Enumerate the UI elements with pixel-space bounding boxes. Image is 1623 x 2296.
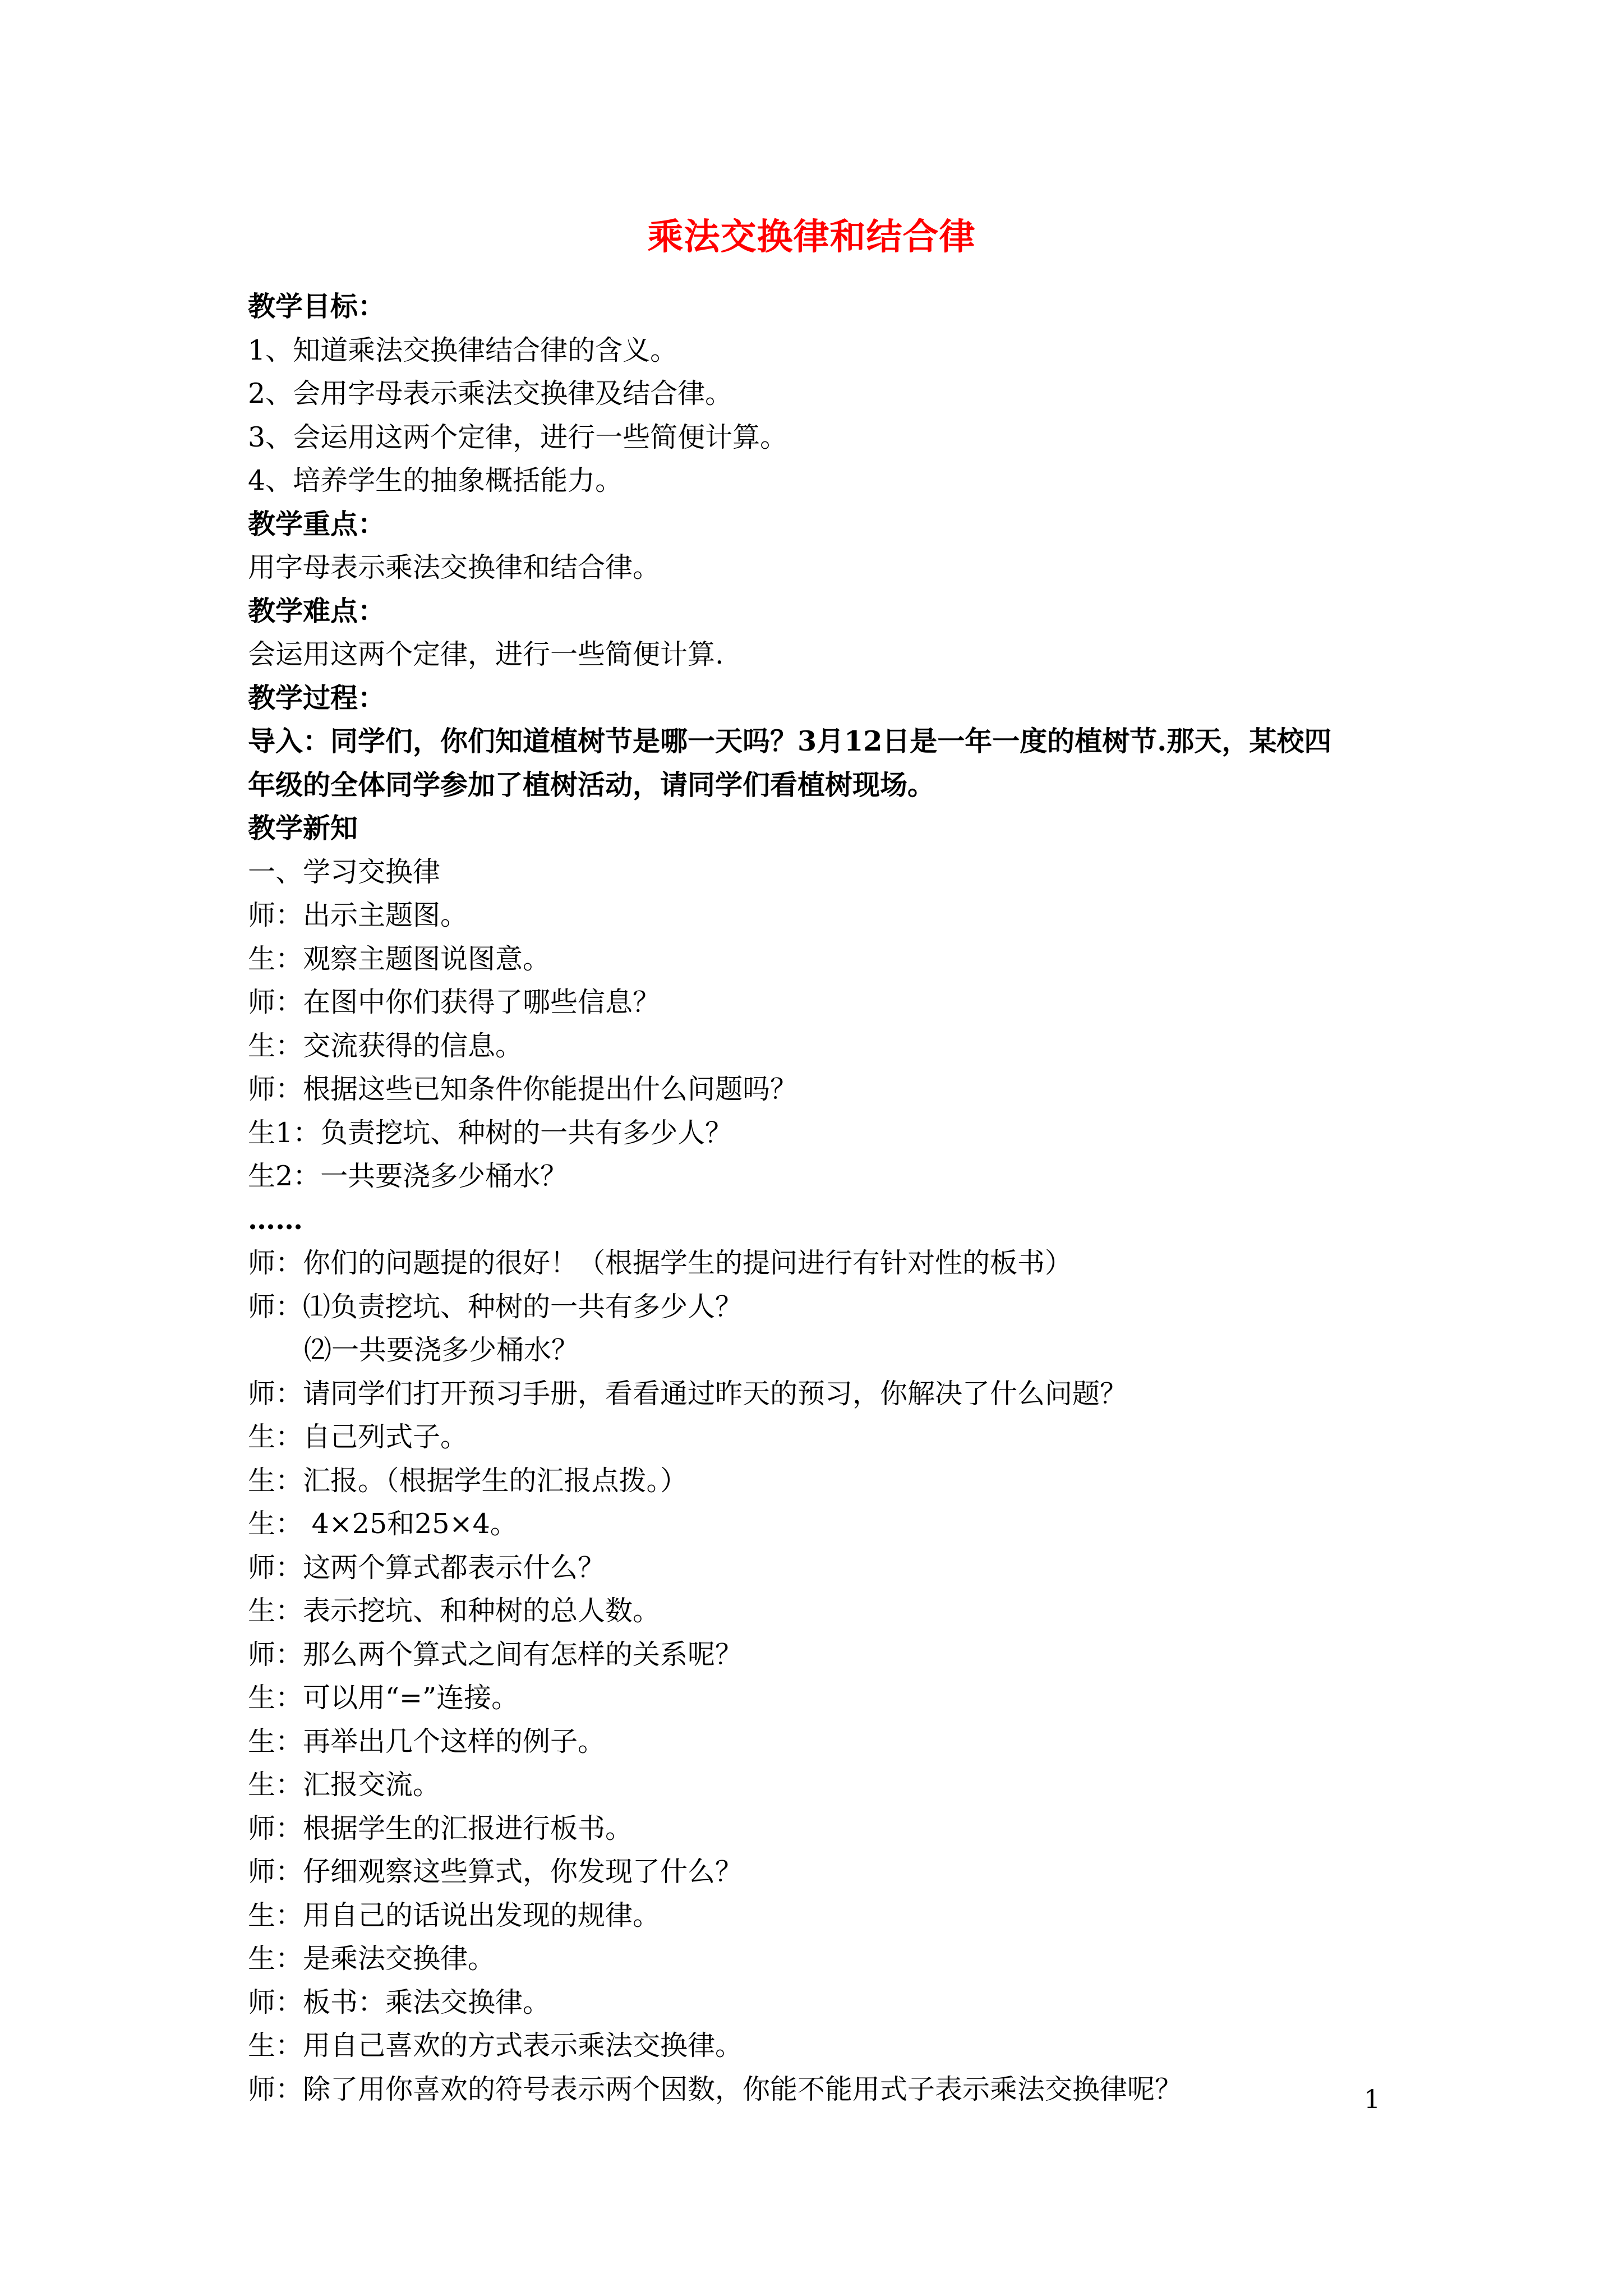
text-line: 师：除了用你喜欢的符号表示两个因数，你能不能用式子表示乘法交换律呢？ [248, 2073, 1183, 2105]
text-line: 师：这两个算式都表示什么？ [248, 1551, 606, 1584]
text-line: 师：那么两个算式之间有怎样的关系呢？ [248, 1638, 743, 1671]
document-body [248, 285, 1392, 2111]
text-line: 师：板书：乘法交换律。 [248, 1986, 551, 2018]
text-line: ⑵一共要浇多少桶水？ [304, 1334, 579, 1366]
text-line: 教学过程： [248, 681, 386, 714]
text-line: 教学重点： [248, 507, 386, 540]
text-line: 4、培养学生的抽象概括能力。 [248, 464, 623, 496]
text-line: 生：是乘法交换律。 [248, 1943, 496, 1975]
page-number: 1 [1364, 2084, 1381, 2114]
text-line: 生： 4×25和25×4。 [248, 1508, 518, 1540]
text-line: 师：根据学生的汇报进行板书。 [248, 1812, 633, 1844]
text-line: 2、会用字母表示乘法交换律及结合律。 [248, 378, 733, 409]
text-line: 师：在图中你们获得了哪些信息？ [248, 986, 661, 1018]
text-line: 会运用这两个定律，进行一些简便计算. [248, 638, 724, 670]
text-line: 生：用自己的话说出发现的规律。 [248, 1899, 661, 1931]
document-title: 乘法交换律和结合律 [647, 216, 976, 258]
text-line: 导入：同学们，你们知道植树节是哪一天吗？3月12日是一年一度的植树节.那天，某校四 [248, 725, 1332, 757]
text-line: 生：观察主题图说图意。 [248, 942, 551, 975]
text-line: 生：汇报。（根据学生的汇报点拨。） [248, 1464, 688, 1497]
text-line: 生：自己列式子。 [248, 1421, 468, 1453]
text-line: …… [248, 1203, 303, 1236]
text-line: 一、学习交换律 [248, 855, 441, 888]
text-line: 生1：负责挖坑、种树的一共有多少人？ [248, 1116, 733, 1149]
text-line: 师：你们的问题提的很好！（根据学生的提问进行有针对性的板书） [248, 1247, 1073, 1279]
text-line: 生：用自己喜欢的方式表示乘法交换律。 [248, 2030, 743, 2062]
text-line: 师：仔细观察这些算式，你发现了什么？ [248, 1856, 743, 1888]
text-line: 年级的全体同学参加了植树活动，请同学们看植树现场。 [248, 768, 935, 801]
text-line: 生2：一共要浇多少桶水？ [248, 1160, 568, 1192]
text-line: 教学难点： [248, 594, 386, 627]
text-line: 师：根据这些已知条件你能提出什么问题吗？ [248, 1073, 798, 1105]
text-line: 1、知道乘法交换律结合律的含义。 [248, 334, 678, 366]
text-line: 生：汇报交流。 [248, 1769, 441, 1801]
text-line: 师：请同学们打开预习手册，看看通过昨天的预习，你解决了什么问题？ [248, 1377, 1128, 1410]
text-line: 3、会运用这两个定律，进行一些简便计算。 [248, 421, 788, 453]
text-line: 生：再举出几个这样的例子。 [248, 1725, 606, 1757]
text-line: 师：⑴负责挖坑、种树的一共有多少人？ [248, 1290, 743, 1323]
text-line: 用字母表示乘法交换律和结合律。 [248, 551, 661, 583]
text-line: 生：可以用“=”连接。 [248, 1682, 519, 1714]
text-line: 教学新知 [248, 812, 358, 844]
text-line: 生：交流获得的信息。 [248, 1029, 523, 1062]
text-line: 生：表示挖坑、和种树的总人数。 [248, 1595, 661, 1627]
text-line: 教学目标： [248, 290, 386, 323]
text-line: 师：出示主题图。 [248, 899, 468, 931]
